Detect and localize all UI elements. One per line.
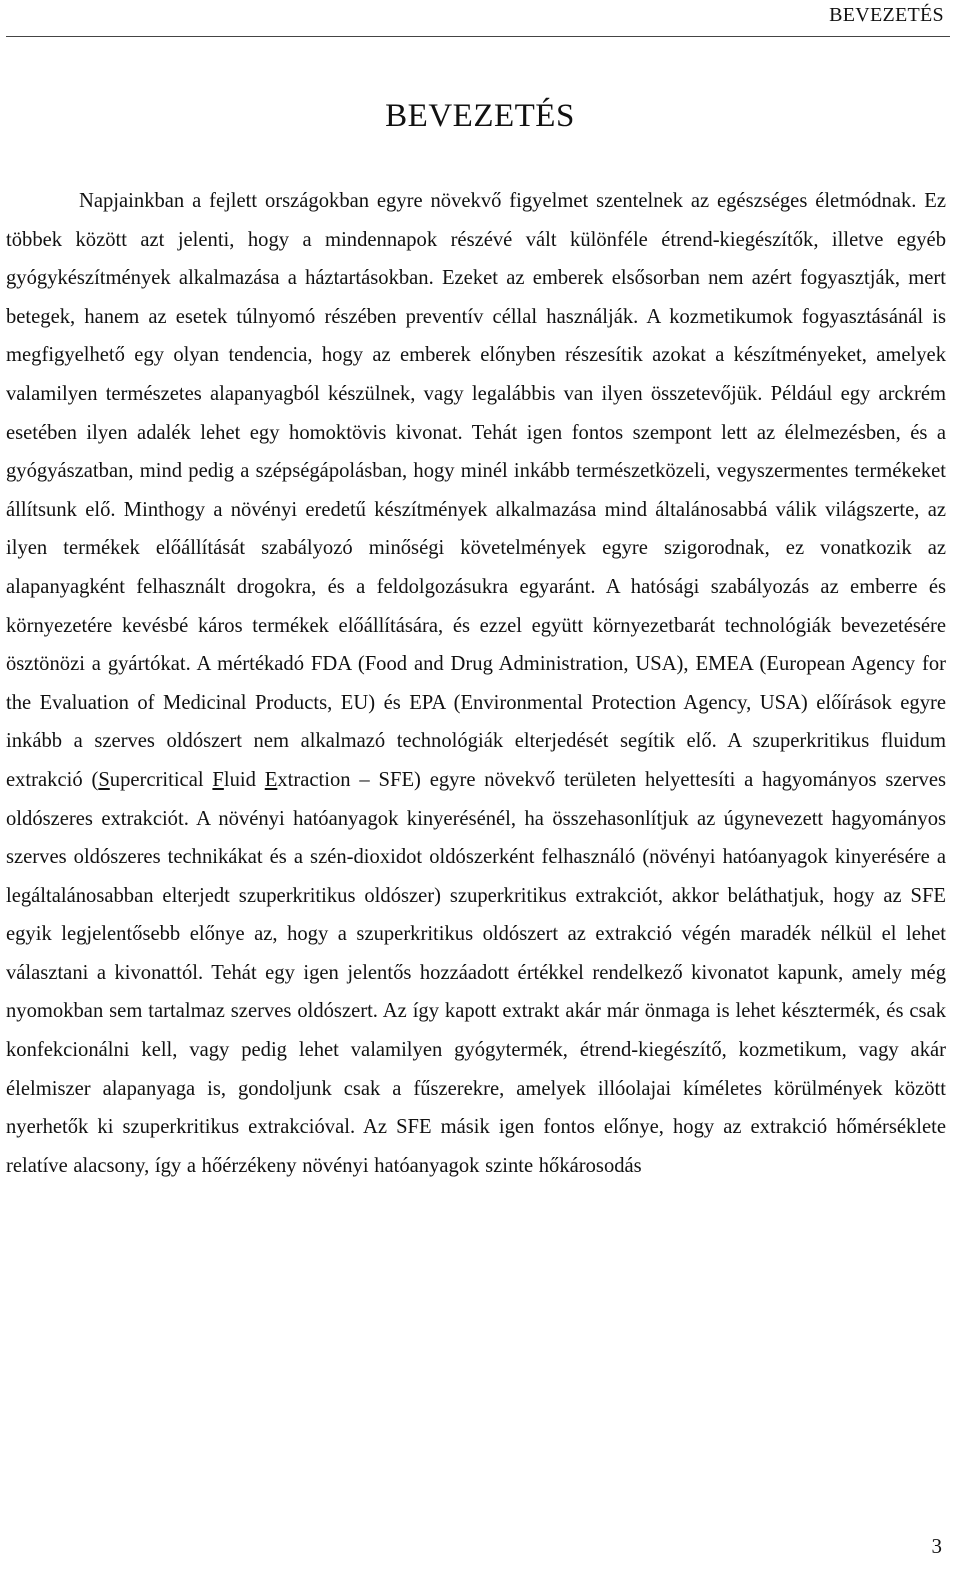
body-text-f-rest: luid <box>223 768 265 791</box>
running-header: BEVEZETÉS <box>829 4 944 26</box>
body-text-s-rest: upercritical <box>109 768 213 791</box>
header-divider <box>6 36 950 37</box>
body-text-part2: xtraction – SFE) egyre növekvő területen helyettesíti a hagyományos szerves oldószeres extrakciót. A növényi hatóanyagok kinyerésénél, ha összehasonlítjuk az úgynevezett hagyományos szerves oldószeres technikákat és a szén-dioxidot oldószerként felhasználó (növényi hatóanyagok kinyerésére a legáltalánosabban elterjedt szuperkritikus oldószer) szuperkritikus extrakciót, akkor beláthatjuk, hogy az SFE egyik legjelentősebb előnye az, hogy a szuperkritikus oldószert az extrakció végén maradék nélkül el lehet választani a kivonattól. Tehát egy igen jelentős hozzáadott értékkel rendelkező kivonatot kapunk, amely még nyomokban sem tartalmaz szerves oldószert. Az így kapott extrakt akár már önmaga is lehet késztermék, és csak konfekcionálni kell, vagy pedig lehet valamilyen gyógytermék, étrend-kiegészítő, kozmetikum, vagy akár élelmiszer alapanyaga is, gondoljunk csak a fűszerekre, amelyek illóolajai kíméletes körülmények között nyerhetők ki szuperkritikus extrakcióval. Az SFE másik igen fontos előnye, hogy az extrakció hőmérséklete relatíve alacsony, így a hőérzékeny növényi hatóanyagok szinte hőkárosodás <box>6 768 946 1177</box>
page-title: BEVEZETÉS <box>385 98 575 134</box>
underlined-e: E <box>264 768 278 791</box>
underlined-f: F <box>212 768 224 791</box>
body-paragraph <box>6 182 946 1185</box>
body-text-part1: Napjainkban a fejlett országokban egyre növekvő figyelmet szentelnek az egészséges életmódnak. Ez többek között azt jelenti, hogy a mindennapok részévé vált különféle étrend-kiegészítők, illetve egyéb gyógykészítmények alkalmazása a háztartásokban. Ezeket az emberek elsősorban nem azért fogyasztják, mert betegek, hanem az esetek túlnyomó részében preventív céllal használják. A kozmetikumok fogyasztásánál is megfigyelhető egy olyan tendencia, hogy az emberek előnyben részesítik azokat a készítményeket, amelyek valamilyen természetes alapanyagból készülnek, vagy legalábbis van ilyen összetevőjük. Például egy arckrém esetében ilyen adalék lehet egy homoktövis kivonat. Tehát igen fontos szempont lett az élelmezésben, és a gyógyászatban, mind pedig a szépségápolásban, hogy minél inkább természetközeli, vegyszermentes termékeket állítsunk elő. Minthogy a növényi eredetű készítmények alkalmazása mind általánosabbá válik világszerte, az ilyen termékek előállítását szabályozó minőségi követelmények egyre szigorodnak, ez vonatkozik az alapanyagként felhasznált drogokra, és a feldolgozásukra egyaránt. A hatósági szabályozás az emberre és környezetére kevésbé káros termékek előállítására, és ezzel együtt környezetbarát technológiák bevezetésére ösztönözi a gyártókat. A mértékadó FDA (Food and Drug Administration, USA), EMEA (European Agency for the Evaluation of Medicinal Products, EU) és EPA (Environmental Protection Agency, USA) előírások egyre inkább a szerves oldószert nem alkalmazó technológiák elterjedését segítik elő. A szuperkritikus fluidum extrakció ( <box>6 190 946 791</box>
page-number: 3 <box>931 1534 942 1558</box>
underlined-s: S <box>98 768 110 791</box>
